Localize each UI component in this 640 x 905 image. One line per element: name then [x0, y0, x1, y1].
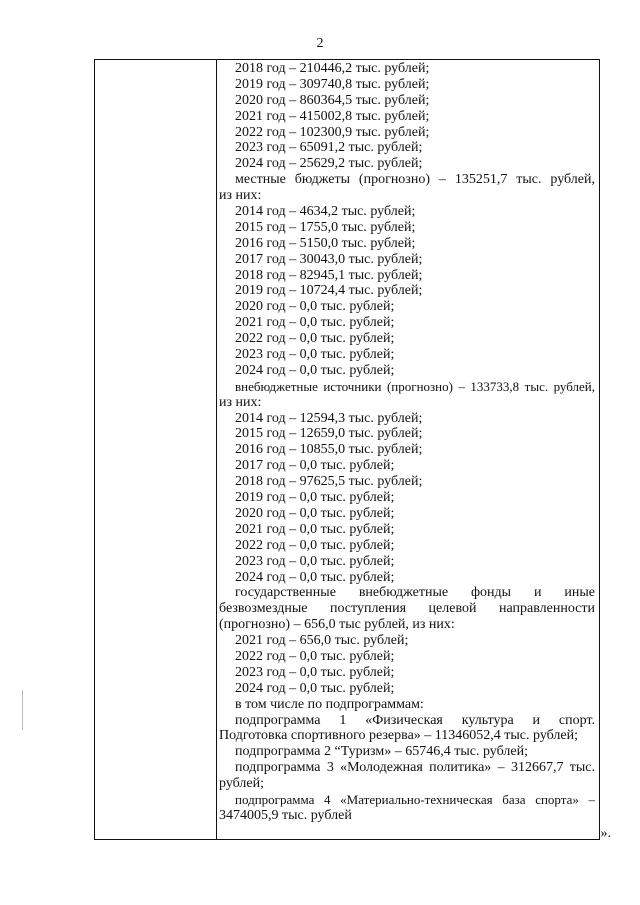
text-line: 2015 год – 12659,0 тыс. рублей;	[235, 426, 423, 442]
text-line: 2021 год – 656,0 тыс. рублей;	[235, 633, 409, 649]
text-line: 2016 год – 5150,0 тыс. рублей;	[235, 235, 416, 251]
text-line: подпрограмма 1 «Физическая культура и спорт.	[235, 712, 595, 728]
text-line: внебюджетные источники (прогнозно) – 133733,8 тыс. рублей,	[235, 378, 595, 394]
closing-quote: ».	[600, 826, 611, 841]
text-line: из них:	[219, 188, 262, 204]
text-line: рублей;	[219, 776, 264, 792]
text-line: подпрограмма 4 «Материально-техническая база спорта» –	[235, 791, 595, 807]
text-line: 3474005,9 тыс. рублей	[219, 807, 352, 823]
text-line: безвозмездные поступления целевой направленности	[219, 601, 595, 617]
text-line: подпрограмма 3 «Молодежная политика» – 312667,7 тыс.	[235, 760, 595, 776]
text-line: подпрограмма 2 “Туризм» – 65746,4 тыс. рублей;	[235, 744, 528, 760]
text-line: 2022 год – 102300,9 тыс. рублей;	[235, 124, 430, 140]
text-line: 2018 год – 210446,2 тыс. рублей;	[235, 61, 430, 76]
text-line: 2024 год – 0,0 тыс. рублей;	[235, 680, 395, 696]
text-line: 2023 год – 0,0 тыс. рублей;	[235, 664, 395, 680]
text-line: 2021 год – 0,0 тыс. рублей;	[235, 521, 395, 537]
text-line: 2018 год – 97625,5 тыс. рублей;	[235, 474, 423, 490]
text-line: 2020 год – 0,0 тыс. рублей;	[235, 299, 395, 315]
text-line: 2014 год – 4634,2 тыс. рублей;	[235, 204, 416, 220]
text-line: 2016 год – 10855,0 тыс. рублей;	[235, 442, 423, 458]
text-line: местные бюджеты (прогнозно) – 135251,7 тыс. рублей,	[235, 172, 595, 188]
margin-mark	[22, 690, 23, 730]
text-line: 2022 год – 0,0 тыс. рублей;	[235, 537, 395, 553]
text-line: Подготовка спортивного резерва» – 11346052,4 тыс. рублей;	[219, 728, 578, 744]
text-line: 2022 год – 0,0 тыс. рублей;	[235, 331, 395, 347]
text-line: 2019 год – 0,0 тыс. рублей;	[235, 490, 395, 506]
text-line: 2017 год – 0,0 тыс. рублей;	[235, 458, 395, 474]
text-line: 2018 год – 82945,1 тыс. рублей;	[235, 267, 423, 283]
text-line: 2024 год – 25629,2 тыс. рублей;	[235, 156, 423, 172]
text-line: 2023 год – 0,0 тыс. рублей;	[235, 553, 395, 569]
text-line: 2022 год – 0,0 тыс. рублей;	[235, 648, 395, 664]
text-line: 2017 год – 30043,0 тыс. рублей;	[235, 251, 423, 267]
text-line: 2020 год – 0,0 тыс. рублей;	[235, 505, 395, 521]
text-line: 2019 год – 10724,4 тыс. рублей;	[235, 283, 423, 299]
text-line: 2019 год – 309740,8 тыс. рублей;	[235, 76, 430, 92]
text-line: (прогнозно) – 656,0 тыс рублей, из них:	[219, 617, 455, 633]
text-line: 2023 год – 65091,2 тыс. рублей;	[235, 140, 423, 156]
text-line: из них:	[219, 394, 262, 410]
text-line: 2014 год – 12594,3 тыс. рублей;	[235, 410, 423, 426]
financing-text	[219, 61, 595, 824]
text-line: 2020 год – 860364,5 тыс. рублей;	[235, 92, 430, 108]
page-number: 2	[316, 36, 324, 51]
text-line: в том числе по подпрограммам:	[235, 696, 424, 712]
text-line: 2015 год – 1755,0 тыс. рублей;	[235, 219, 416, 235]
passport-table	[94, 59, 611, 841]
text-line: 2021 год – 415002,8 тыс. рублей;	[235, 108, 430, 124]
text-line: государственные внебюджетные фонды и иные	[235, 585, 595, 601]
column-divider	[216, 60, 217, 839]
text-line: 2024 год – 0,0 тыс. рублей;	[235, 362, 395, 378]
text-line: 2021 год – 0,0 тыс. рублей;	[235, 315, 395, 331]
text-line: 2024 год – 0,0 тыс. рублей;	[235, 569, 395, 585]
text-line: 2023 год – 0,0 тыс. рублей;	[235, 347, 395, 363]
